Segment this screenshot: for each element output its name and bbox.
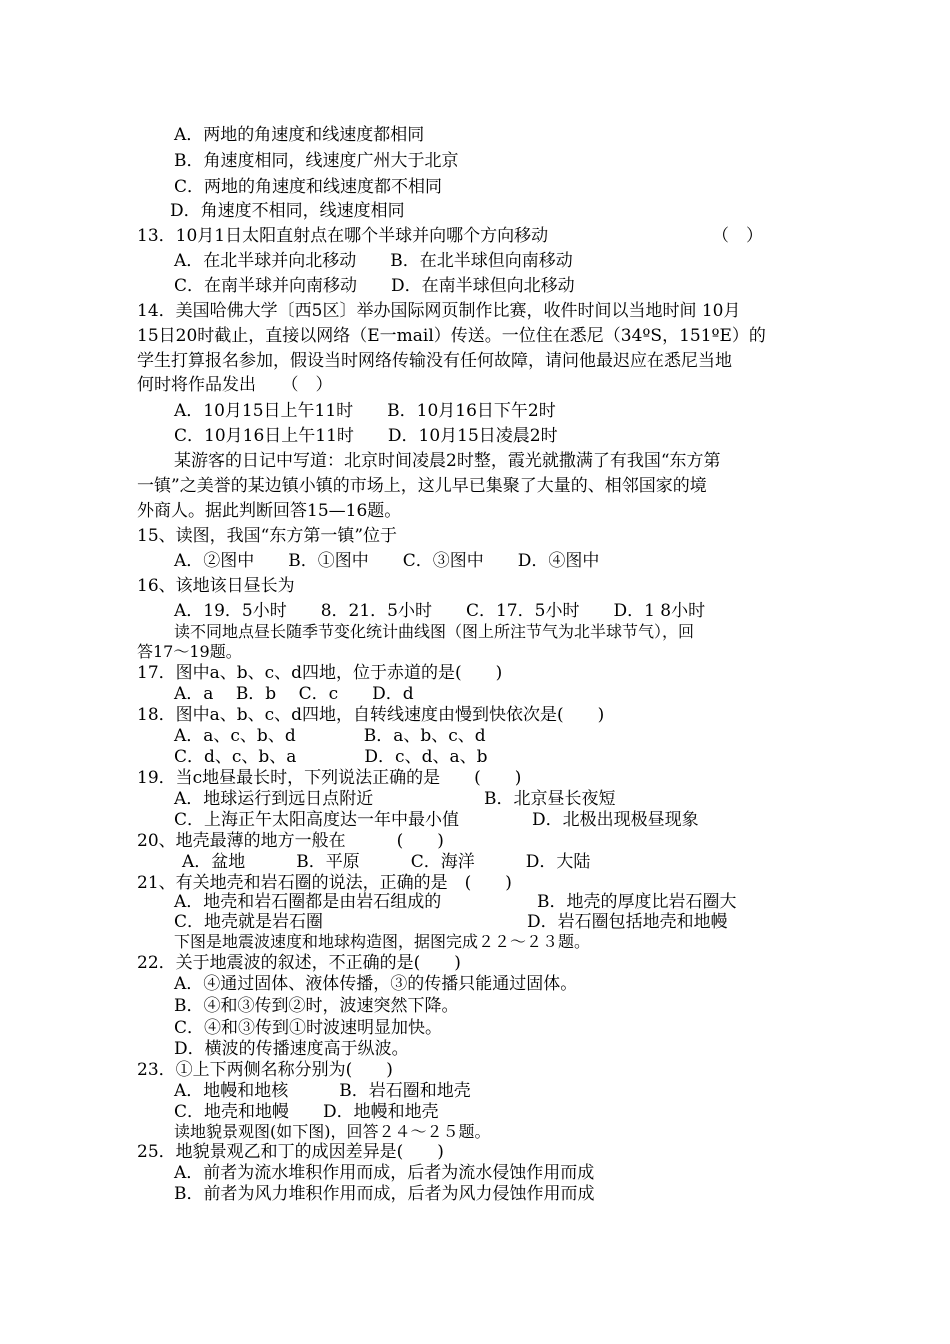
q15-stem: 15、读图，我国“东方第一镇”位于 xyxy=(137,526,398,546)
q21-option-d: D．岩石圈包括地壳和地幔 xyxy=(527,912,728,932)
q25-stem: 25．地貌景观乙和丁的成因差异是( ) xyxy=(137,1142,444,1162)
q23-options-ab: A．地幔和地核 B．岩石圈和地壳 xyxy=(174,1081,471,1101)
q19-option-a: A．地球运行到远日点附近 xyxy=(174,789,374,809)
q22-option-d: D．横波的传播速度高于纵波。 xyxy=(174,1039,409,1059)
q19-stem: 19．当c地昼最长时，下列说法正确的是 ( ) xyxy=(137,768,522,788)
q21-option-c: C．地壳就是岩石圈 xyxy=(174,912,324,932)
passage-24-25: 读地貌景观图(如下图)，回答２４～２５题。 xyxy=(174,1122,491,1141)
q15-options: A．②图中 B．①图中 C．③图中 D．④图中 xyxy=(174,551,600,571)
q18-options-cd: C．d、c、b、a D．c、d、a、b xyxy=(174,747,488,767)
q20-stem: 20、地壳最薄的地方一般在 ( ) xyxy=(137,831,444,851)
q14-stem-line1: 14．美国哈佛大学〔西5区〕举办国际网页制作比赛，收件时间以当地时间 10月 xyxy=(137,301,741,321)
q19-option-b: B．北京昼长夜短 xyxy=(484,789,616,809)
q18-stem: 18．图中a、b、c、d四地，自转线速度由慢到快依次是( ) xyxy=(137,705,605,725)
q21-option-b: B．地壳的厚度比岩石圈大 xyxy=(537,892,737,912)
q14-stem-line4: 何时将作品发出 （ ） xyxy=(137,375,333,395)
q21-stem: 21、有关地壳和岩石圈的说法，正确的是 ( ) xyxy=(137,873,512,893)
q23-stem: 23．①上下两侧名称分别为( ) xyxy=(137,1060,393,1080)
q16-stem: 16、该地该日昼长为 xyxy=(137,576,295,596)
q21-option-a: A．地壳和岩石圈都是由岩石组成的 xyxy=(174,892,442,912)
q16-options: A．19．5小时 8．21．5小时 C．17．5小时 D．1 8小时 xyxy=(174,601,706,621)
q13-answer-blank: （ ） xyxy=(712,226,763,246)
q22-option-b: B．④和③传到②时，波速突然下降。 xyxy=(174,996,459,1016)
q22-option-c: C．④和③传到①时波速明显加快。 xyxy=(174,1018,443,1038)
q19-option-c: C．上海正午太阳高度达一年中最小值 xyxy=(174,810,460,830)
q17-options: A．a B．b C．c D．d xyxy=(174,684,414,704)
q20-options: A．盆地 B．平原 C．海洋 D．大陆 xyxy=(182,852,591,872)
passage-22-23: 下图是地震波速度和地球构造图，据图完成２２～２３题。 xyxy=(174,932,591,951)
q17-stem: 17．图中a、b、c、d四地，位于赤道的是( ) xyxy=(137,663,503,683)
q14-options-cd: C．10月16日上午11时 D．10月15日凌晨2时 xyxy=(174,426,558,446)
q13-options-ab: A．在北半球并向北移动 B．在北半球但向南移动 xyxy=(174,251,573,271)
q12-option-a: A．两地的角速度和线速度都相同 xyxy=(174,125,425,145)
passage-17-19-line2: 答17～19题。 xyxy=(137,642,242,661)
q14-stem-line2: 15日20时截止，直接以网络（E一mail）传送。一位住在悉尼（34ºS，151ºE）的 xyxy=(137,326,766,346)
passage-15-16-line3: 外商人。据此判断回答15—16题。 xyxy=(137,501,402,521)
passage-17-19-line1: 读不同地点昼长随季节变化统计曲线图（图上所注节气为北半球节气），回 xyxy=(174,622,695,641)
q13-stem: 13．10月1日太阳直射点在哪个半球并向哪个方向移动 xyxy=(137,226,549,246)
q19-option-d: D．北极出现极昼现象 xyxy=(532,810,699,830)
passage-15-16-line1: 某游客的日记中写道：北京时间凌晨2时整，霞光就撒满了有我国“东方第 xyxy=(174,451,721,471)
q13-options-cd: C．在南半球并向南移动 D．在南半球但向北移动 xyxy=(174,276,575,296)
q18-options-ab: A．a、c、b、d B．a、b、c、d xyxy=(174,726,486,746)
q14-options-ab: A．10月15日上午11时 B．10月16日下午2时 xyxy=(174,401,556,421)
q22-option-a: A．④通过固体、液体传播，③的传播只能通过固体。 xyxy=(174,974,578,994)
q12-option-c: C．两地的角速度和线速度都不相同 xyxy=(174,177,443,197)
q12-option-b: B．角速度相同，线速度广州大于北京 xyxy=(174,151,459,171)
q25-option-a: A．前者为流水堆积作用而成，后者为流水侵蚀作用而成 xyxy=(174,1163,595,1183)
q25-option-b: B．前者为风力堆积作用而成，后者为风力侵蚀作用而成 xyxy=(174,1184,595,1204)
q12-option-d: D．角速度不相同，线速度相同 xyxy=(170,201,405,221)
passage-15-16-line2: 一镇”之美誉的某边镇小镇的市场上，这儿早已集聚了大量的、相邻国家的境 xyxy=(137,476,707,496)
q14-stem-line3: 学生打算报名参加，假设当时网络传输没有任何故障，请问他最迟应在悉尼当地 xyxy=(137,351,732,371)
q23-options-cd: C．地壳和地幔 D．地幔和地壳 xyxy=(174,1102,439,1122)
q22-stem: 22．关于地震波的叙述，不正确的是( ) xyxy=(137,953,461,973)
